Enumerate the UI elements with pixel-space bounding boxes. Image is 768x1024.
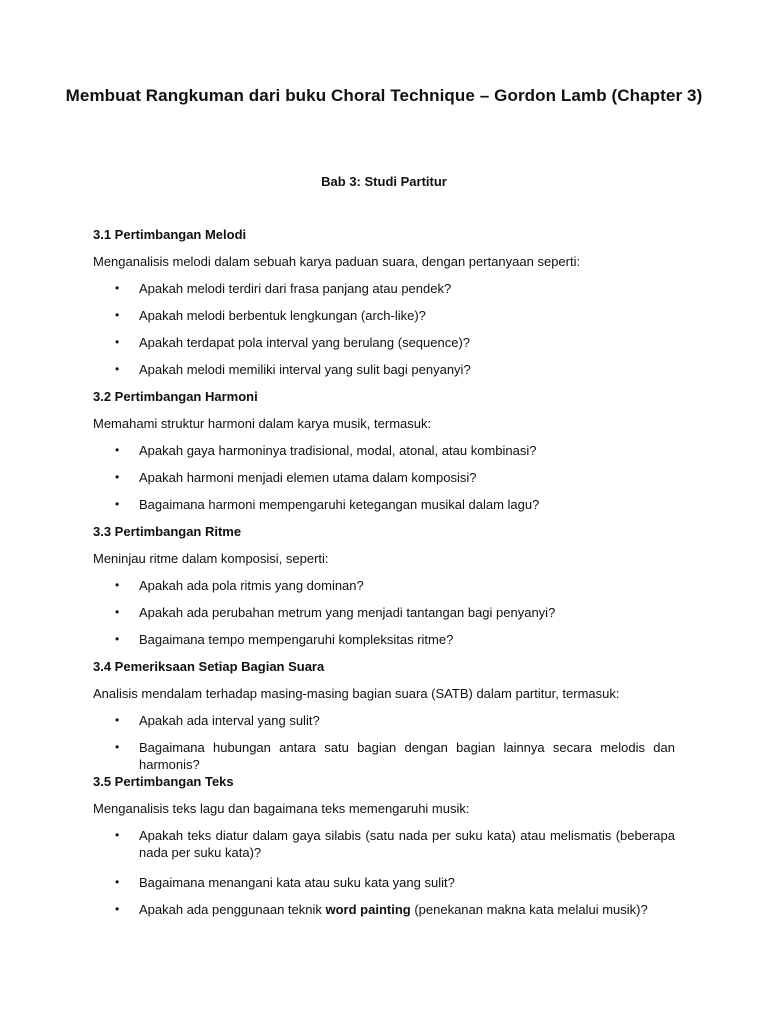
list-item-text: Apakah terdapat pola interval yang berulang (sequence)? [139,335,471,350]
bullet-icon: • [115,443,120,457]
list-item [93,577,675,604]
section-3-4 [93,658,675,773]
list-item-text: Apakah melodi terdiri dari frasa panjang atau pendek? [139,281,452,296]
bullet-icon: • [115,335,120,349]
section-intro: Meninjau ritme dalam komposisi, seperti: [93,551,329,566]
section-heading: 3.4 Pemeriksaan Setiap Bagian Suara [93,659,325,674]
section-heading: 3.5 Pertimbangan Teks [93,774,234,789]
list-item-text: Bagaimana tempo mempengaruhi kompleksitas ritme? [139,632,454,647]
section-3-5 [93,773,675,928]
list-item-text: Apakah ada pola ritmis yang dominan? [139,578,364,593]
bullet-icon: • [115,362,120,376]
bullet-icon: • [115,875,120,889]
list-item [93,361,675,388]
section-intro: Analisis mendalam terhadap masing-masing bagian suara (SATB) dalam partitur, termasuk: [93,686,620,701]
list-item-text-after: (penekanan makna kata melalui musik)? [410,902,648,917]
list-item [93,334,675,361]
list-item [93,874,675,901]
list-item [93,739,675,773]
bullet-icon: • [115,828,120,842]
list-item-text: Bagaimana harmoni mempengaruhi ketegangan musikal dalam lagu? [139,497,540,512]
section-intro: Menganalisis melodi dalam sebuah karya paduan suara, dengan pertanyaan seperti: [93,254,581,269]
bullet-icon: • [115,632,120,646]
word-painting-term: word painting [325,902,411,917]
list-item [93,469,675,496]
bullet-icon: • [115,578,120,592]
section-3-3 [93,523,675,658]
list-item [93,307,675,334]
list-item [93,442,675,469]
bullet-icon: • [115,281,120,295]
bullet-icon: • [115,902,120,916]
bullet-list [93,827,675,928]
bullet-list [93,280,675,388]
bullet-icon: • [115,605,120,619]
list-item [93,827,675,871]
list-item [93,631,675,658]
list-item-text: Apakah teks diatur dalam gaya silabis (satu nada per suku kata) atau melismatis (beberapa nada per suku kata)? [139,828,675,860]
section-heading: 3.2 Pertimbangan Harmoni [93,389,258,404]
section-intro: Menganalisis teks lagu dan bagaimana teks memengaruhi musik: [93,801,470,816]
list-item [93,496,675,523]
list-item-text: Apakah harmoni menjadi elemen utama dalam komposisi? [139,470,477,485]
section-intro: Memahami struktur harmoni dalam karya musik, termasuk: [93,416,432,431]
section-heading: 3.3 Pertimbangan Ritme [93,524,242,539]
section-heading: 3.1 Pertimbangan Melodi [93,227,247,242]
list-item [93,712,675,739]
list-item-text: Apakah ada perubahan metrum yang menjadi tantangan bagi penyanyi? [139,605,556,620]
list-item-text: Bagaimana menangani kata atau suku kata yang sulit? [139,875,455,890]
section-3-2 [93,388,675,523]
list-item-text: Bagaimana hubungan antara satu bagian dengan bagian lainnya secara melodis dan harmonis? [139,740,675,772]
document-title: Membuat Rangkuman dari buku Choral Technique – Gordon Lamb (Chapter 3) [65,86,703,105]
bullet-icon: • [115,713,120,727]
list-item-text: Apakah melodi memiliki interval yang sulit bagi penyanyi? [139,362,471,377]
list-item [93,604,675,631]
list-item-text: Apakah melodi berbentuk lengkungan (arch-like)? [139,308,426,323]
list-item [93,901,675,928]
section-3-1 [93,226,675,388]
list-item-text: Apakah gaya harmoninya tradisional, modal, atonal, atau kombinasi? [139,443,537,458]
bullet-list [93,712,675,773]
bullet-icon: • [115,740,120,754]
list-item-text-before: Apakah ada penggunaan teknik [139,902,326,917]
bullet-list [93,577,675,658]
bullet-list [93,442,675,523]
list-item-text: Apakah ada interval yang sulit? [139,713,320,728]
chapter-title: Bab 3: Studi Partitur [321,174,447,189]
bullet-icon: • [115,470,120,484]
list-item [93,280,675,307]
bullet-icon: • [115,308,120,322]
document-body [93,226,675,928]
bullet-icon: • [115,497,120,511]
